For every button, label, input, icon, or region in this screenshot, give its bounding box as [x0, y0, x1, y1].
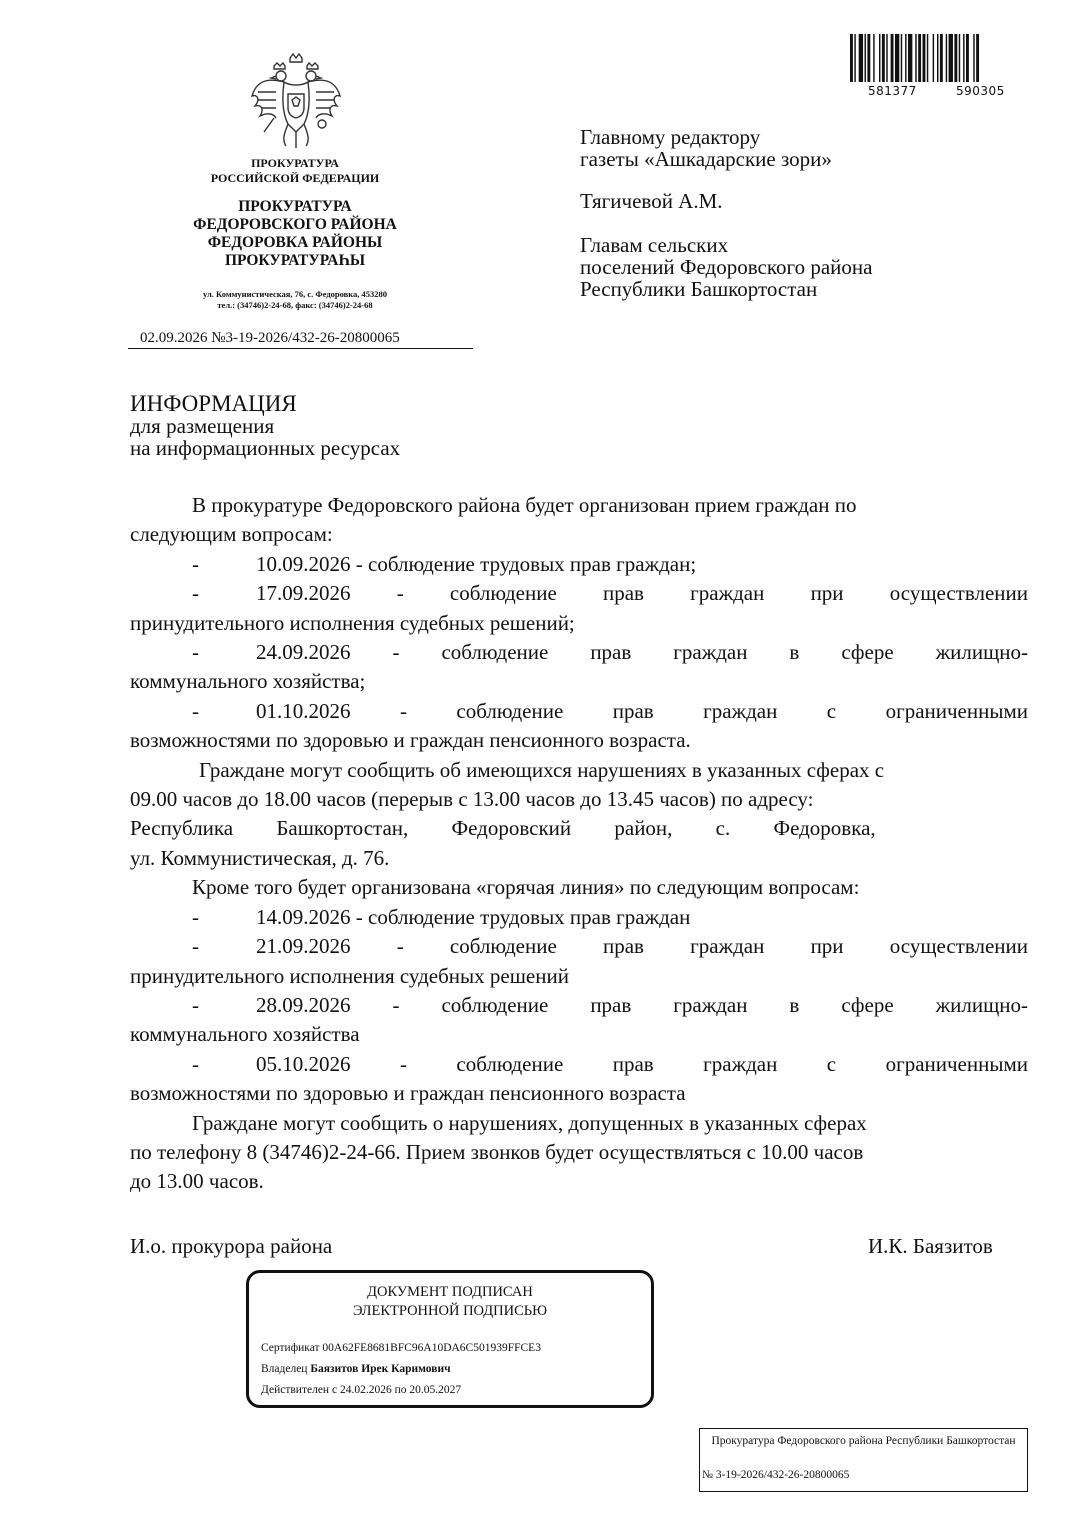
list-item-continuation: принудительного исполнения судебных решений — [130, 963, 569, 988]
registration-org: Прокуратура Федоровского района Республики Башкортостан — [711, 1435, 1016, 1447]
document-date: 02.09.2026 — [140, 330, 208, 346]
stamp-label: по — [394, 1384, 407, 1396]
stamp-title: ДОКУМЕНТ ПОДПИСАН — [367, 1284, 533, 1300]
paragraph-line: Республика Башкортостан, Федоровский район, с. Федоровка, — [130, 816, 876, 841]
org-line: ФЕДОРОВСКОГО РАЙОНА — [193, 216, 397, 233]
paragraph-line: Граждане могут сообщить об имеющихся нарушениях в указанных сферах с — [199, 757, 885, 782]
stamp-title: ЭЛЕКТРОННОЙ ПОДПИСЬЮ — [352, 1303, 548, 1319]
document-body — [130, 491, 1028, 1197]
paragraph-line: ул. Коммунистическая, д. 76. — [130, 845, 390, 870]
addressee-line: Республики Башкортостан — [580, 277, 818, 301]
org-contacts — [130, 289, 460, 311]
document-number: №3-19-2026/432-26-20800065 — [211, 330, 400, 346]
addressee-line: газеты «Ашкадарские зори» — [580, 147, 832, 171]
list-item — [130, 550, 1028, 579]
list-item-continuation: возможностями по здоровью и граждан пенсионного возраста. — [130, 728, 691, 753]
list-item-text: 28.09.2026 - соблюдение прав граждан в сфере жилищно- — [256, 992, 1028, 1017]
org-line: ФЕДОРОВКА РАЙОНЫ — [207, 234, 383, 251]
document-title: ИНФОРМАЦИЯ — [130, 391, 297, 416]
document-subtitle: для размещения — [130, 414, 275, 438]
list-item — [130, 1050, 1028, 1079]
dash: - — [192, 581, 199, 606]
org-address: ул. Коммунистическая, 76, с. Федоровка, 453280 — [202, 289, 388, 299]
paragraph-line: В прокуратуре Федоровского района будет организован прием граждан по — [192, 493, 857, 517]
dash: - — [192, 1051, 199, 1076]
signer-position: И.о. прокурора района — [130, 1234, 333, 1258]
addressee-line: Главам сельских — [580, 233, 729, 257]
list-item-continuation: возможностями по здоровью и граждан пенсионного возраста — [130, 1081, 686, 1106]
list-item-text: 24.09.2026 - соблюдение прав граждан в сфере жилищно- — [256, 640, 1028, 665]
stamp-certificate — [261, 1341, 541, 1355]
paragraph-line: до 13.00 часов. — [130, 1169, 264, 1194]
dash: - — [192, 904, 199, 929]
barcode-number-right: 590305 — [956, 84, 1005, 98]
list-item-text: 10.09.2026 - соблюдение трудовых прав граждан; — [256, 551, 697, 576]
dash: - — [192, 698, 199, 723]
stamp-label: Действителен с — [261, 1384, 338, 1396]
dash: - — [192, 992, 199, 1017]
org-name-federal — [130, 156, 460, 186]
stamp-value: 00A62FE8681BFC96A10DA6C501939FFCE3 — [322, 1342, 541, 1354]
dash: - — [192, 551, 199, 576]
barcode-icon — [850, 34, 1020, 86]
stamp-value: 20.05.2027 — [409, 1384, 462, 1396]
document-subtitle: на информационных ресурсах — [130, 436, 401, 460]
barcode-number-left: 581377 — [868, 84, 917, 98]
paragraph-line: следующим вопросам: — [130, 522, 333, 547]
addressee-editor — [580, 126, 1040, 170]
list-item-continuation: коммунального хозяйства — [130, 1022, 360, 1047]
stamp-label: Сертификат — [261, 1342, 320, 1354]
list-item-text: 17.09.2026 - соблюдение прав граждан при осуществлении — [256, 581, 1028, 606]
stamp-value: 24.02.2026 — [339, 1384, 392, 1396]
stamp-label: Владелец — [261, 1363, 308, 1375]
org-line: ПРОКУРАТУРА — [238, 198, 352, 215]
stamp-value: Баязитов Ирек Каримович — [310, 1363, 451, 1375]
list-item — [130, 903, 1028, 932]
stamp-owner — [261, 1362, 451, 1376]
list-item — [130, 638, 1028, 667]
addressee-name: Тягичевой А.М. — [580, 189, 723, 213]
paragraph-line: по телефону 8 (34746)2-24-66. Прием звонков будет осуществляться с 10.00 часов — [130, 1139, 864, 1164]
paragraph-line: 09.00 часов до 18.00 часов (перерыв с 13.00 часов до 13.45 часов) по адресу: — [130, 787, 814, 812]
stamp-validity — [261, 1383, 461, 1397]
addressee-heads — [580, 234, 1040, 300]
registration-box — [699, 1428, 1028, 1492]
list-item — [130, 932, 1028, 961]
list-item-text: 05.10.2026 - соблюдение прав граждан с ограниченными — [256, 1051, 1028, 1076]
dash: - — [192, 934, 199, 959]
list-item — [130, 991, 1028, 1020]
list-item-continuation: коммунального хозяйства; — [130, 669, 366, 694]
org-line: ПРОКУРАТУРА — [251, 156, 339, 170]
list-item — [130, 579, 1028, 608]
org-phones: тел.: (34746)2-24-68, факс: (34746)2-24-68 — [217, 300, 373, 310]
dash: - — [192, 640, 199, 665]
paragraph-line: Кроме того будет организована «горячая линия» по следующим вопросам: — [192, 875, 860, 900]
org-line: РОССИЙСКОЙ ФЕДЕРАЦИИ — [210, 171, 380, 185]
list-item — [130, 697, 1028, 726]
list-item-text: 21.09.2026 - соблюдение прав граждан при осуществлении — [256, 934, 1028, 959]
list-item-continuation: принудительного исполнения судебных решений; — [130, 610, 575, 635]
document-reference — [128, 330, 473, 349]
addressee-line: поселений Федоровского района — [580, 255, 873, 279]
russian-coat-of-arms-icon — [246, 52, 346, 152]
electronic-signature-stamp — [246, 1270, 654, 1408]
list-item-text: 14.09.2026 - соблюдение трудовых прав граждан — [256, 904, 691, 929]
org-line: ПРОКУРАТУРАҺЫ — [224, 252, 366, 269]
registration-number: № 3-19-2026/432-26-20800065 — [702, 1469, 850, 1481]
signer-name: И.К. Баязитов — [868, 1234, 993, 1258]
list-item-text: 01.10.2026 - соблюдение прав граждан с ограниченными — [256, 698, 1028, 723]
org-name-district — [130, 198, 460, 270]
paragraph-line: Граждане могут сообщить о нарушениях, допущенных в указанных сферах — [192, 1110, 867, 1135]
addressee-line: Главному редактору — [580, 125, 761, 149]
